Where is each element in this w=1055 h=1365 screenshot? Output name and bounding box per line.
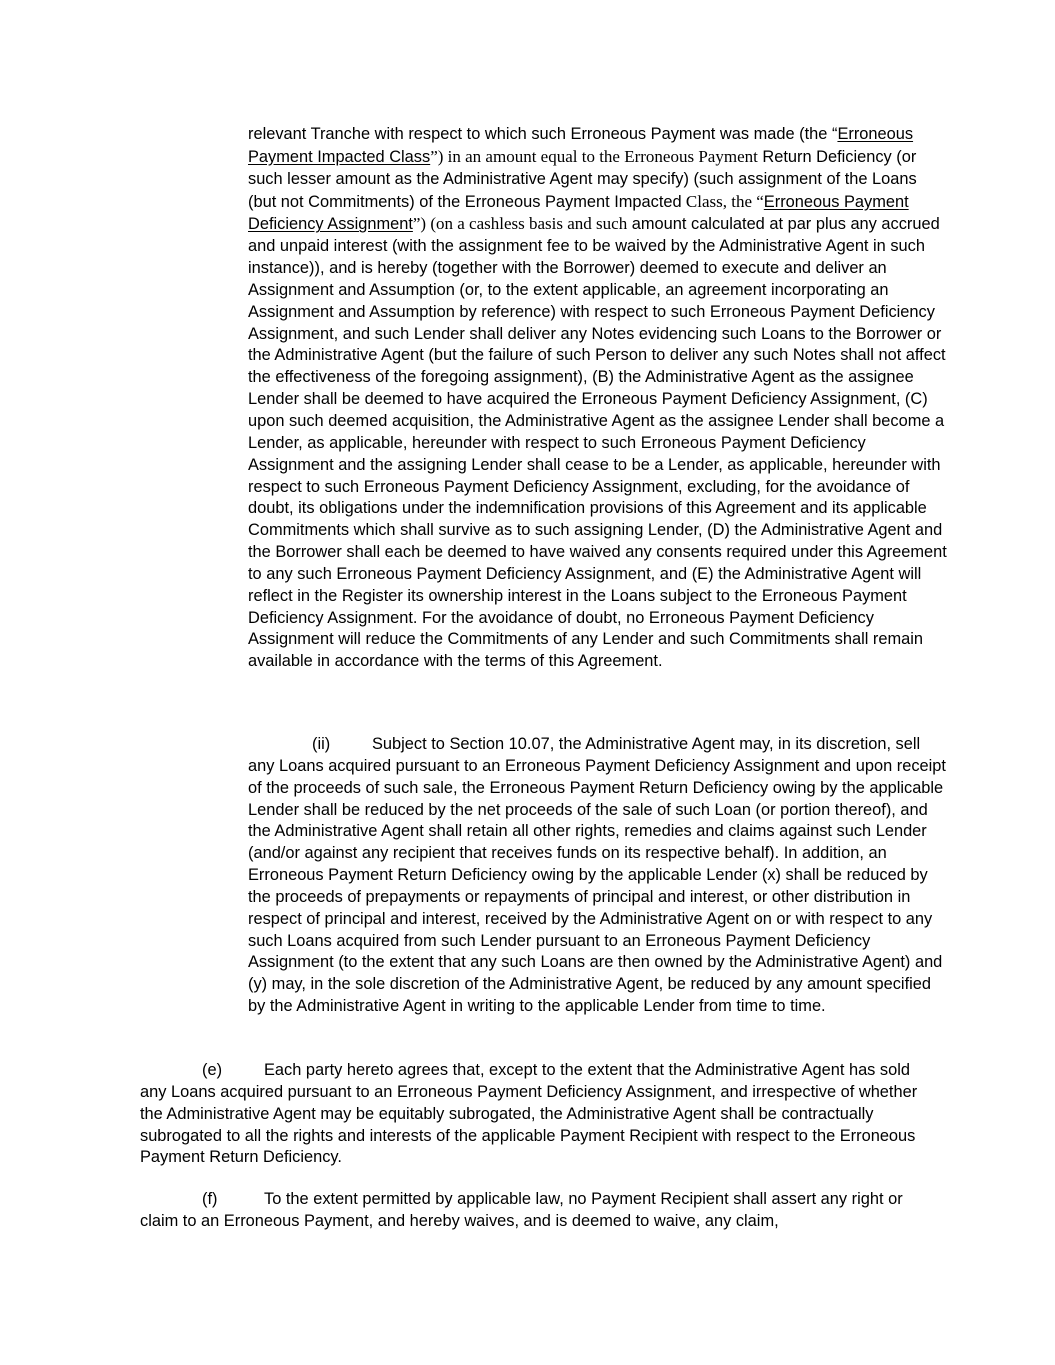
- paragraph-text: ”) in an amount equal to the Erroneous Payment: [430, 146, 758, 166]
- paragraph-text: ”) (on a cashless basis and such: [412, 214, 628, 234]
- paragraph-text: amount calculated at par plus any accrued and unpaid interest (with the assignment fee to be waived by the Administrative Agent in such instance)), and is hereby (together with the Borrower) deemed to execute and deliver an Assignment and Assumption (or, to the extent applicable, an agreement incorporating an Assignment and Assumption by reference) with respect to such Erroneous Payment Deficiency Assignment, and such Lender shall deliver any Notes evidencing such Loans to the Borrower or the Administrative Agent (but the failure of such Person to deliver any such Notes shall not affect the effectiveness of the foregoing assignment), (B) the Administrative Agent as the assignee Lender shall be deemed to have acquired the Erroneous Payment Deficiency Assignment, (C) upon such deemed acquisition, the Administrative Agent as the assignee Lender shall become a Lender, as applicable, hereunder with respect to such Erroneous Payment Deficiency Assignment and the assigning Lender shall cease to be a Lender, as applicable, hereunder with respect to such Erroneous Payment Deficiency Assignment, excluding, for the avoidance of doubt, its obligations under the indemnification provisions of this Agreement and its applicable Commitments which shall survive as to such assigning Lender, (D) the Administrative Agent and the Borrower shall each be deemed to have waived any consents required under this Agreement to any such Erroneous Payment Deficiency Assignment, and (E) the Administrative Agent will reflect in the Register its ownership interest in the Loans subject to the Erroneous Payment Deficiency Assignment. For the avoidance of doubt, no Erroneous Payment Deficiency Assignment will reduce the Commitments of any Lender and such Commitments shall remain available in accordance with the terms of this Agreement.: [248, 215, 947, 671]
- paragraph-text: Return Deficiency (or such lesser amount as the Administrative Agent may specify) (such assignment of the Loans (but not Commitments) of the Erroneous Payment Impacted: [248, 147, 917, 211]
- clause-label: (ii): [312, 735, 331, 753]
- paragraph-clause-e: [140, 1060, 940, 1169]
- defined-term-deficiency-assignment: Erroneous Payment Deficiency Assignment: [248, 192, 909, 234]
- paragraph-text: Subject to Section 10.07, the Administrative Agent may, in its discretion, sell any Loans acquired pursuant to an Erroneous Payment Deficiency Assignment and upon receipt of the proceeds of such sale, the Erroneous Payment Return Deficiency owing by the applicable Lender shall be reduced by the net proceeds of the sale of such Loan (or portion thereof), and the Administrative Agent shall retain all other rights, remedies and claims against such Lender (and/or against any recipient that receives funds on its respective behalf). In addition, an Erroneous Payment Return Deficiency owing by the applicable Lender (x) shall be reduced by the proceeds of prepayments or repayments of principal and interest, or other distribution in respect of principal and interest, received by the Administrative Agent on or with respect to any such Loans acquired from such Lender pursuant to an Erroneous Payment Deficiency Assignment (to the extent that any such Loans are then owned by the Administrative Agent) and (y) may, in the sole discretion of the Administrative Agent, be reduced by any amount specified by the Administrative Agent in writing to the applicable Lender from time to time.: [248, 735, 946, 1016]
- paragraph-clause-ii: [248, 734, 948, 1018]
- defined-term-impacted-class: Erroneous Payment Impacted Class: [248, 125, 914, 166]
- clause-label: (f): [202, 1190, 218, 1208]
- paragraph-clause-f: [140, 1189, 940, 1233]
- paragraph-erroneous-payment-assignment: [248, 124, 948, 673]
- paragraph-text: To the extent permitted by applicable law, no Payment Recipient shall assert any right or claim to an Erroneous Payment, and hereby waives, and is deemed to waive, any claim,: [140, 1190, 903, 1230]
- clause-label: (e): [202, 1061, 223, 1079]
- paragraph-text: relevant Tranche with respect to which such Erroneous Payment was made (the “: [248, 125, 838, 143]
- paragraph-text: Class, the “: [681, 191, 764, 211]
- paragraph-text: Each party hereto agrees that, except to the extent that the Administrative Agent has sold any Loans acquired pursuant to an Erroneous Payment Deficiency Assignment, and irrespective of whether the Administrative Agent may be equitably subrogated, the Administrative Agent shall be contractually subrogated to all the rights and interests of the applicable Payment Recipient with respect to the Erroneous Payment Return Deficiency.: [140, 1061, 918, 1167]
